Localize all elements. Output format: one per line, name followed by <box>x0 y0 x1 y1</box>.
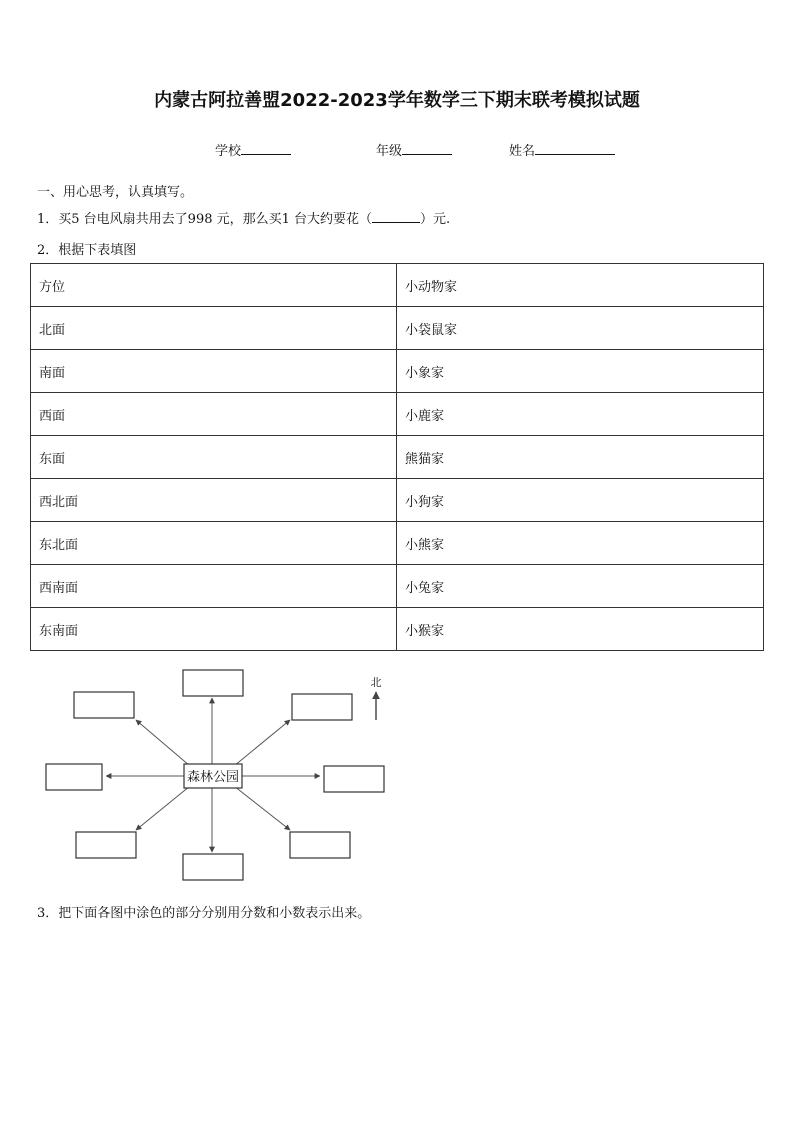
question-2-number: 2． <box>37 243 59 258</box>
answer-box-west[interactable] <box>46 764 102 790</box>
direction-cell: 西南面 <box>31 565 397 608</box>
table-row <box>31 393 764 436</box>
animal-home-cell: 熊猫家 <box>397 436 764 479</box>
question-2 <box>37 239 136 258</box>
question-3 <box>37 902 370 921</box>
arrow-southeast <box>234 786 290 830</box>
animal-home-cell: 小鹿家 <box>397 393 764 436</box>
question-3-text: 把下面各图中涂色的部分分别用分数和小数表示出来。 <box>58 906 371 921</box>
answer-box-southeast[interactable] <box>290 832 350 858</box>
name-blank[interactable] <box>535 142 615 155</box>
arrow-northeast <box>234 720 290 766</box>
table-row <box>31 522 764 565</box>
school-label: 学校 <box>215 144 242 159</box>
grade-field <box>376 140 452 159</box>
direction-cell: 南面 <box>31 350 397 393</box>
direction-cell: 方位 <box>31 264 397 307</box>
section-heading: 一、用心思考，认真填写。 <box>37 185 194 200</box>
name-field <box>509 140 615 159</box>
answer-box-south[interactable] <box>183 854 243 880</box>
answer-box-southwest[interactable] <box>76 832 136 858</box>
answer-box-northeast[interactable] <box>292 694 352 720</box>
question-1 <box>37 208 450 227</box>
animal-home-cell: 小猴家 <box>397 608 764 651</box>
grade-label: 年级 <box>376 144 403 159</box>
animal-home-cell: 小象家 <box>397 350 764 393</box>
north-label: 北 <box>370 676 382 689</box>
question-1-number: 1． <box>37 212 59 227</box>
table-row <box>31 608 764 651</box>
question-1-answer-blank[interactable] <box>372 210 420 223</box>
answer-box-east[interactable] <box>324 766 384 792</box>
animal-home-cell: 小动物家 <box>397 264 764 307</box>
direction-cell: 东南面 <box>31 608 397 651</box>
table-row <box>31 479 764 522</box>
question-3-number: 3． <box>37 906 59 921</box>
direction-diagram <box>40 664 400 890</box>
answer-box-north[interactable] <box>183 670 243 696</box>
question-2-text: 根据下表填图 <box>58 243 137 258</box>
center-label: 森林公园 <box>186 770 240 785</box>
answer-box-northwest[interactable] <box>74 692 134 718</box>
question-1-text: 买5 台电风扇共用去了998 元，那么买1 台大约要花（ <box>58 212 373 227</box>
direction-cell: 北面 <box>31 307 397 350</box>
direction-table-body <box>31 264 764 651</box>
table-header-row <box>31 264 764 307</box>
animal-home-cell: 小狗家 <box>397 479 764 522</box>
table-row <box>31 307 764 350</box>
arrow-southwest <box>136 786 190 830</box>
grade-blank[interactable] <box>402 142 452 155</box>
direction-cell: 西北面 <box>31 479 397 522</box>
table-row <box>31 565 764 608</box>
animal-home-cell: 小兔家 <box>397 565 764 608</box>
page-title: 内蒙古阿拉善盟2022-2023学年数学三下期末联考模拟试题 <box>154 90 640 111</box>
arrow-northwest <box>136 720 190 766</box>
table-row <box>31 436 764 479</box>
direction-cell: 西面 <box>31 393 397 436</box>
animal-home-cell: 小袋鼠家 <box>397 307 764 350</box>
question-1-text-end: ）元. <box>420 212 451 227</box>
school-field <box>215 140 291 159</box>
animal-home-cell: 小熊家 <box>397 522 764 565</box>
name-label: 姓名 <box>509 144 536 159</box>
direction-cell: 东北面 <box>31 522 397 565</box>
school-blank[interactable] <box>241 142 291 155</box>
table-row <box>31 350 764 393</box>
direction-cell: 东面 <box>31 436 397 479</box>
direction-table <box>30 263 764 651</box>
